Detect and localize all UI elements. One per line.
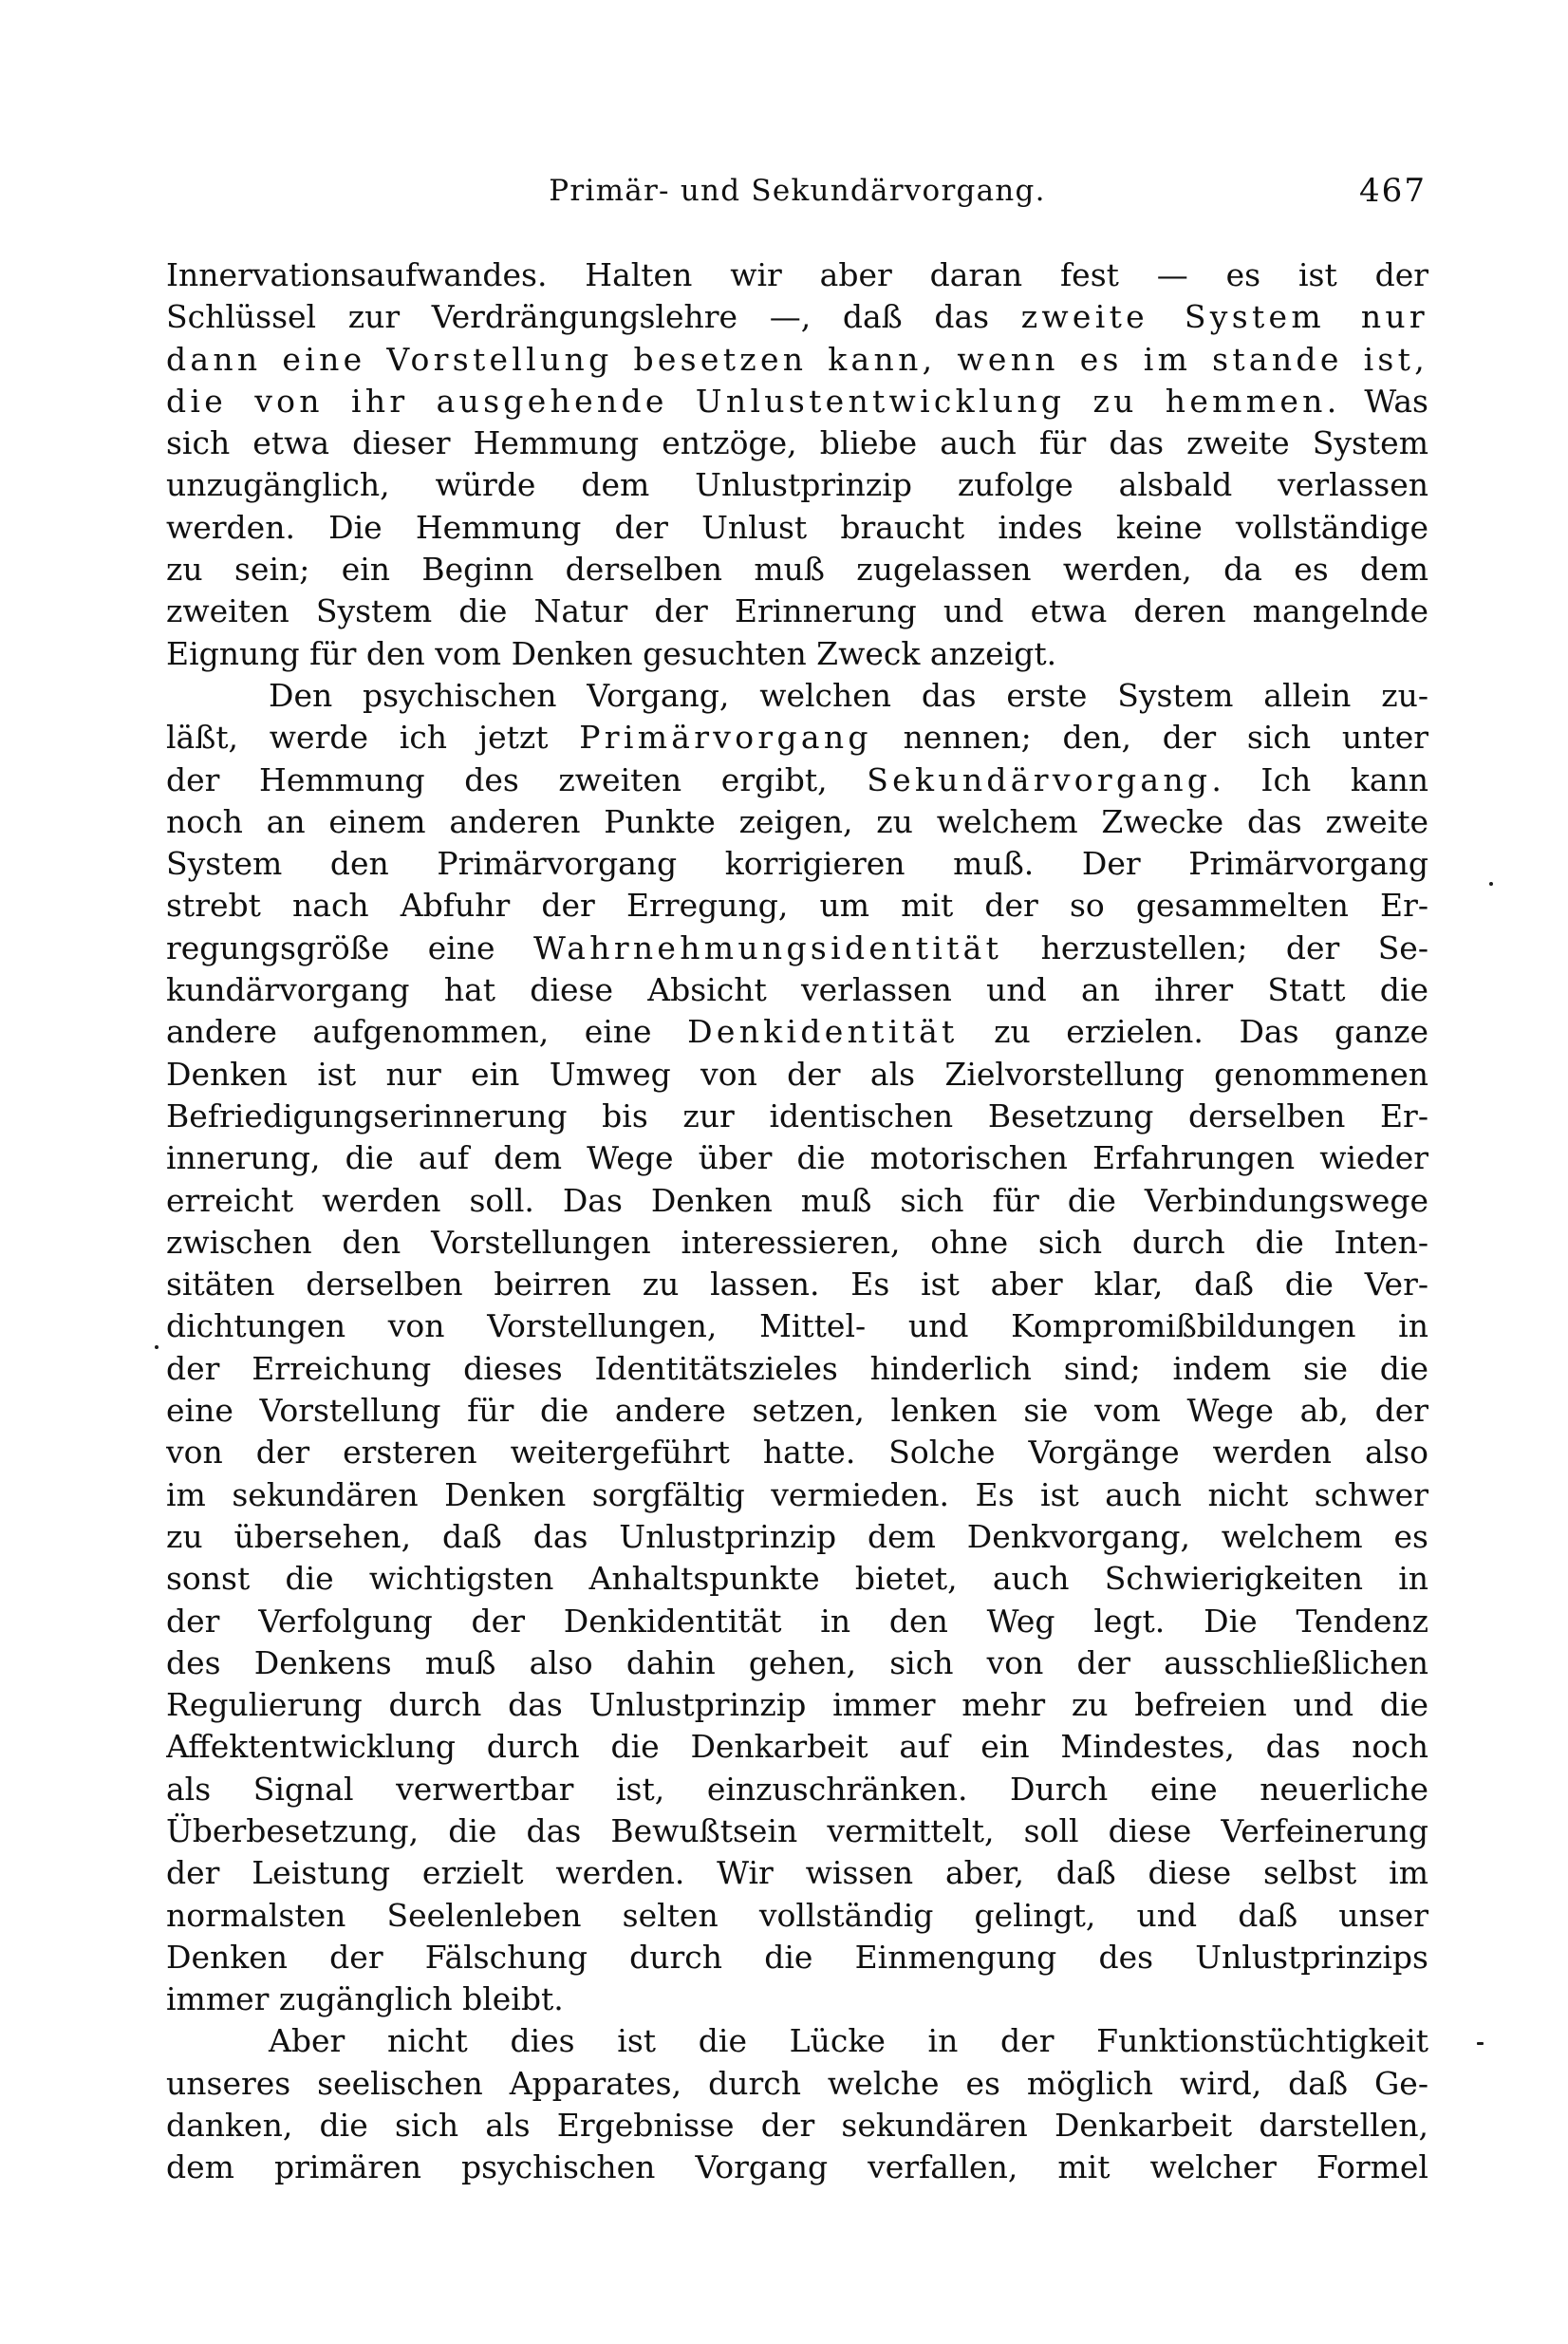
text-segment: herzustellen; der Se- [1002, 928, 1428, 966]
text-segment: unseres seelischen Apparates, durch welche es möglich wird, daß Ge- [166, 2064, 1428, 2102]
text-line [166, 1432, 1428, 1473]
text-line [166, 801, 1428, 843]
text-segment: des Denkens muß also dahin gehen, sich von der ausschließlichen [166, 1643, 1428, 1681]
text-line [166, 717, 1428, 759]
text-line [166, 1137, 1428, 1179]
scan-speck [1489, 882, 1493, 886]
text-line [166, 381, 1428, 422]
text-segment: normalsten Seelenleben selten vollständig gelingt, und daß unser [166, 1896, 1428, 1934]
emphasized-text: Wahrnehmungsidentität [532, 928, 1003, 966]
text-line [166, 422, 1428, 464]
text-line [166, 1978, 1428, 2020]
text-segment: danken, die sich als Ergebnisse der sekundären Denkarbeit darstellen, [166, 2107, 1428, 2145]
text-segment: zwischen den Vorstellungen interessieren, ohne sich durch die Inten- [166, 1223, 1428, 1261]
text-line [166, 1810, 1428, 1852]
text-line [166, 1684, 1428, 1726]
page-header [166, 172, 1428, 212]
text-line [166, 1601, 1428, 1642]
text-line [166, 296, 1428, 338]
text-segment: zu übersehen, daß das Unlustprinzip dem Denkvorgang, welchem es [166, 1517, 1428, 1555]
text-block [166, 254, 1428, 2189]
text-line [166, 1305, 1428, 1347]
text-segment: von der ersteren weitergeführt hatte. Solche Vorgänge werden also [166, 1434, 1428, 1472]
text-segment: sonst die wichtigsten Anhaltspunkte bietet, auch Schwierigkeiten in [166, 1560, 1428, 1598]
text-line [166, 1558, 1428, 1600]
text-segment: Überbesetzung, die das Bewußtsein vermittelt, soll diese Verfeinerung [166, 1811, 1428, 1849]
text-line [166, 1895, 1428, 1937]
text-segment: zweiten System die Natur der Erinnerung und etwa deren mangelnde [166, 592, 1428, 630]
text-segment: nennen; den, der sich unter [871, 719, 1428, 757]
text-segment: werden. Die Hemmung der Unlust braucht indes keine vollständige [166, 508, 1428, 546]
text-segment: zu sein; ein Beginn derselben muß zugelassen werden, da es dem [166, 551, 1428, 589]
text-line [166, 675, 1428, 717]
text-segment: der Leistung erzielt werden. Wir wissen aber, daß diese selbst im [166, 1854, 1428, 1892]
text-line [166, 1096, 1428, 1137]
text-segment: Eignung für den vom Denken gesuchten Zweck anzeigt. [166, 634, 1057, 672]
text-line [166, 1180, 1428, 1222]
text-segment: Den psychischen Vorgang, welchen das erste System allein zu- [269, 676, 1428, 714]
text-segment: sich etwa dieser Hemmung entzöge, bliebe auch für das zweite System [166, 424, 1428, 462]
text-segment: der Erreichung dieses Identitätszieles hinderlich sind; indem sie die [166, 1349, 1428, 1387]
text-segment: Befriedigungserinnerung bis zur identischen Besetzung derselben Er- [166, 1097, 1428, 1134]
text-line [166, 549, 1428, 591]
scan-speck [155, 1345, 159, 1349]
text-segment: zu erzielen. Das ganze [958, 1013, 1428, 1051]
text-segment: Denken der Fälschung durch die Einmengung des Unlustprinzips [166, 1938, 1428, 1976]
text-line [166, 633, 1428, 675]
text-line [166, 928, 1428, 969]
text-segment: der Hemmung des zweiten ergibt, [166, 760, 868, 798]
text-segment: regungsgröße eine [166, 928, 533, 966]
scan-speck [1477, 2042, 1484, 2045]
emphasized-text: zweite System nur [1020, 298, 1428, 336]
text-line [166, 843, 1428, 885]
text-segment: . Ich kann [1211, 760, 1428, 798]
text-line [166, 464, 1428, 506]
text-line [166, 759, 1428, 801]
text-line [166, 254, 1428, 296]
running-head: Primär- und Sekundärvorgang. [549, 174, 1046, 208]
text-segment: eine Vorstellung für die andere setzen, lenken sie vom Wege ab, der [166, 1392, 1428, 1430]
text-line [166, 1937, 1428, 1978]
text-line [166, 1390, 1428, 1432]
text-line [166, 2020, 1428, 2062]
text-line [166, 591, 1428, 632]
text-segment: dem primären psychischen Vorgang verfallen, mit welcher Formel [166, 2148, 1428, 2186]
text-line [166, 1264, 1428, 1305]
text-segment: unzugänglich, würde dem Unlustprinzip zufolge alsbald verlassen [166, 466, 1428, 504]
text-segment: kundärvorgang hat diese Absicht verlassen und an ihrer Statt die [166, 971, 1428, 1009]
text-line [166, 1769, 1428, 1810]
text-line [166, 1222, 1428, 1264]
emphasized-text: Denkidentität [687, 1013, 959, 1051]
text-line [166, 339, 1428, 381]
text-segment: andere aufgenommen, eine [166, 1013, 688, 1051]
emphasized-text: Sekundärvorgang [867, 760, 1212, 798]
text-segment: System den Primärvorgang korrigieren muß. Der Primärvorgang [166, 845, 1428, 883]
text-segment: Denken ist nur ein Umweg von der als Zielvorstellung genommenen [166, 1055, 1428, 1093]
text-segment: noch an einem anderen Punkte zeigen, zu welchem Zwecke das zweite [166, 802, 1428, 840]
text-line [166, 2105, 1428, 2147]
text-segment: Was [1340, 382, 1428, 420]
text-line [166, 1516, 1428, 1558]
text-segment: Aber nicht dies ist die Lücke in der Funktionstüchtigkeit [269, 2022, 1428, 2060]
emphasized-text: Primärvorgang [579, 719, 872, 757]
page-number: 467 [1358, 172, 1427, 210]
text-line [166, 969, 1428, 1011]
text-segment: Regulierung durch das Unlustprinzip immer mehr zu befreien und die [166, 1686, 1428, 1724]
text-segment: Affektentwicklung durch die Denkarbeit auf ein Mindestes, das noch [166, 1728, 1428, 1766]
text-line [166, 1348, 1428, 1390]
text-line [166, 885, 1428, 927]
text-segment: als Signal verwertbar ist, einzuschränken. Durch eine neuerliche [166, 1770, 1428, 1808]
text-segment: der Verfolgung der Denkidentität in den Weg legt. Die Tendenz [166, 1602, 1428, 1640]
text-segment: dichtungen von Vorstellungen, Mittel- und Kompromißbildungen in [166, 1307, 1428, 1345]
text-line [166, 1852, 1428, 1894]
text-segment: sitäten derselben beirren zu lassen. Es ist aber klar, daß die Ver- [166, 1266, 1428, 1303]
emphasized-text: dann eine Vorstellung besetzen kann, wenn es im stande ist, [166, 340, 1428, 378]
text-segment: läßt, werde ich jetzt [166, 719, 580, 757]
text-line [166, 1054, 1428, 1096]
emphasized-text: die von ihr ausgehende Unlustentwicklung zu hemmen. [166, 382, 1341, 420]
text-line [166, 1726, 1428, 1768]
text-line [166, 1474, 1428, 1516]
text-segment: Innervationsaufwandes. Halten wir aber daran fest — es ist der [166, 256, 1428, 293]
text-line [166, 507, 1428, 549]
text-segment: erreicht werden soll. Das Denken muß sich für die Verbindungswege [166, 1181, 1428, 1219]
text-line [166, 1011, 1428, 1053]
text-segment: strebt nach Abfuhr der Erregung, um mit der so gesammelten Er- [166, 887, 1428, 925]
text-line [166, 2063, 1428, 2105]
text-line [166, 2147, 1428, 2188]
text-segment: innerung, die auf dem Wege über die motorischen Erfahrungen wieder [166, 1139, 1428, 1177]
text-line [166, 1642, 1428, 1684]
text-segment: im sekundären Denken sorgfältig vermieden. Es ist auch nicht schwer [166, 1475, 1428, 1513]
text-segment: immer zugänglich bleibt. [166, 1980, 564, 2018]
text-segment: Schlüssel zur Verdrängungslehre —, daß das [166, 298, 1021, 336]
